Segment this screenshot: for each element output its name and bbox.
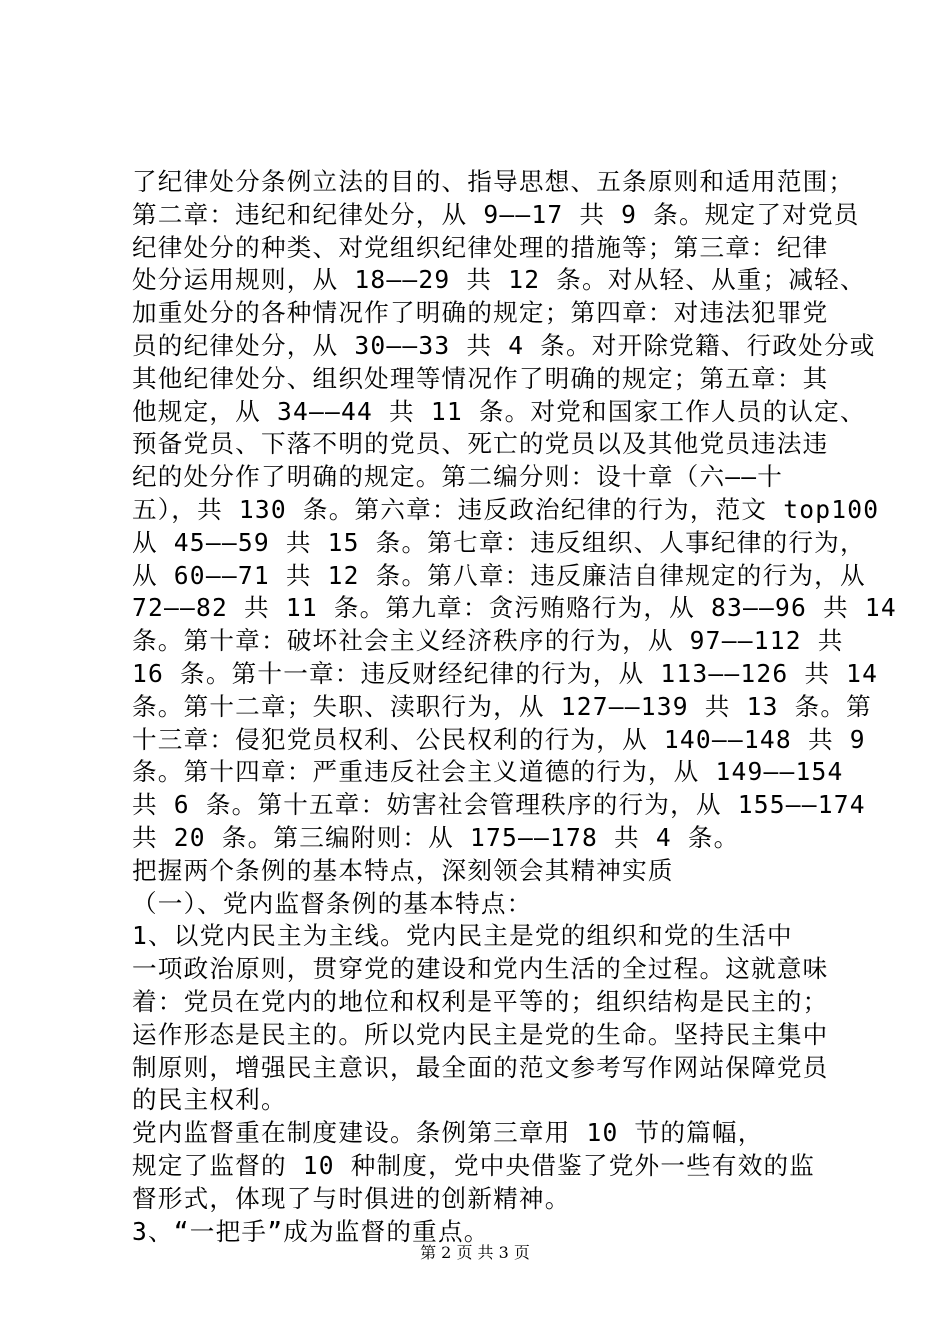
subsection-heading: （一）、党内监督条例的基本特点： [132, 888, 533, 918]
text-line: 了纪律处分条例立法的目的、指导思想、五条原则和适用范围； [132, 167, 855, 196]
text-line: 条。第十章：破坏社会主义经济秩序的行为，从 97——112 共 [132, 626, 844, 656]
text-line: 其他纪律处分、组织处理等情况作了明确的规定；第五章：其 [132, 363, 829, 393]
text-line: 处分运用规则，从 18——29 共 12 条。对从轻、从重；减轻、 [132, 265, 866, 295]
text-line: 着：党员在党内的地位和权利是平等的；组织结构是民主的； [132, 986, 829, 1016]
text-line: 一项政治原则，贯穿党的建设和党内生活的全过程。这就意味 [132, 954, 829, 984]
text-line: 16 条。第十一章：违反财经纪律的行为，从 113——126 共 14 [132, 658, 879, 688]
text-line: 共 20 条。第三编附则：从 175——178 共 4 条。 [132, 822, 740, 852]
text-line: 从 45——59 共 15 条。第七章：违反组织、人事纪律的行为， [132, 527, 866, 557]
page-number-footer: 第 2 页 共 3 页 [420, 1243, 530, 1262]
text-line: 纪律处分的种类、对党组织纪律处理的措施等；第三章：纪律 [132, 232, 829, 262]
text-line: 制原则，增强民主意识，最全面的范文参考写作网站保障党员 [132, 1052, 829, 1082]
text-line: 规定了监督的 10 种制度，党中央借鉴了党外一些有效的监 [132, 1150, 816, 1180]
text-line: 从 60——71 共 12 条。第八章：违反廉洁自律规定的行为，从 [132, 560, 866, 590]
text-line: 纪的处分作了明确的规定。第二编分则：设十章（六——十 [132, 462, 784, 492]
text-line: 条。第十二章；失职、渎职行为，从 127——139 共 13 条。第 [132, 691, 872, 721]
text-line: 督形式，体现了与时俱进的创新精神。 [132, 1183, 571, 1213]
text-line: 第二章：违纪和纪律处分，从 9——17 共 9 条。规定了对党员 [132, 199, 860, 229]
text-line: 五），共 130 条。第六章：违反政治纪律的行为，范文 top100 [132, 494, 880, 524]
text-line: 党内监督重在制度建设。条例第三章用 10 节的篇幅， [132, 1118, 764, 1148]
text-line: 共 6 条。第十五章：妨害社会管理秩序的行为，从 155——174 [132, 790, 866, 820]
text-line: 条。第十四章：严重违反社会主义道德的行为，从 149——154 [132, 757, 844, 787]
section-heading: 把握两个条例的基本特点，深刻领会其精神实质 [132, 855, 674, 885]
text-line: 3、“一把手”成为监督的重点。 [132, 1216, 490, 1246]
text-line: 72——82 共 11 条。第九章：贪污贿赂行为，从 83——96 共 14 [132, 593, 897, 623]
text-line: 员的纪律处分，从 30——33 共 4 条。对开除党籍、行政处分或 [132, 330, 876, 360]
document-body [132, 166, 897, 1248]
text-line: 预备党员、下落不明的党员、死亡的党员以及其他党员违法违 [132, 429, 829, 459]
text-line: 十三章：侵犯党员权利、公民权利的行为，从 140——148 共 9 [132, 724, 866, 754]
text-line: 加重处分的各种情况作了明确的规定；第四章：对违法犯罪党 [132, 298, 829, 328]
text-line: 他规定，从 34——44 共 11 条。对党和国家工作人员的认定、 [132, 396, 866, 426]
text-line: 的民主权利。 [132, 1085, 287, 1115]
text-line: 运作形态是民主的。所以党内民主是党的生命。坚持民主集中 [132, 1019, 829, 1049]
text-line: 1、以党内民主为主线。党内民主是党的组织和党的生活中 [132, 921, 793, 951]
